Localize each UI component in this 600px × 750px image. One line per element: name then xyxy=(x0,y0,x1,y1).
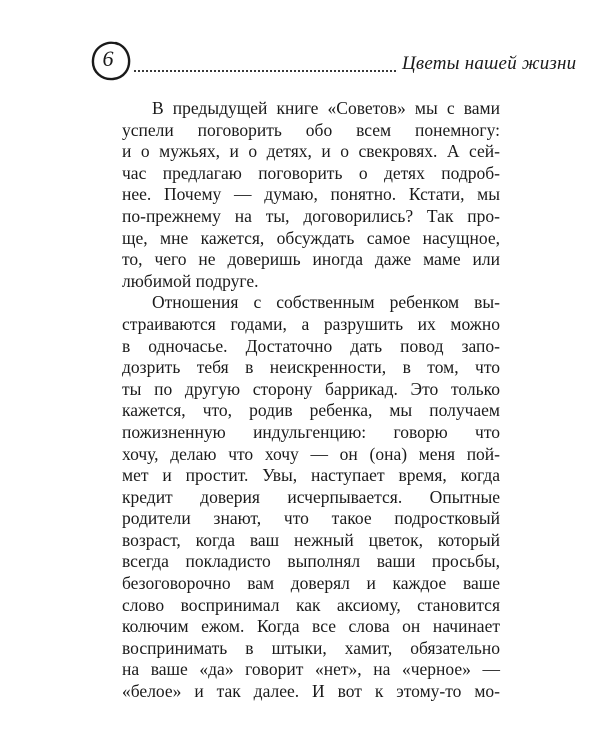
text-line: страиваются годами, а разрушить их можно xyxy=(122,313,500,334)
text-line: «белое» и так далее. И вот к этому-то мо- xyxy=(122,681,500,702)
text-line: мет и простит. Увы, наступает время, когда xyxy=(122,465,500,486)
text-line: возраст, когда ваш нежный цветок, который xyxy=(122,529,500,550)
text-line: час предлагаю поговорить о детях подроб- xyxy=(122,162,500,183)
paragraph xyxy=(90,98,500,292)
text-line: Отношения с собственным ребенком вы- xyxy=(152,292,500,313)
text-line: слово воспринимал как аксиому, становится xyxy=(122,594,500,615)
text-line: всегда покладисто выполнял ваши просьбы, xyxy=(122,551,500,572)
text-line: нее. Почему — думаю, понятно. Кстати, мы xyxy=(122,184,500,205)
text-line: В предыдущей книге «Советов» мы с вами xyxy=(152,98,500,118)
text-line: ще, мне кажется, обсуждать самое насущное, xyxy=(122,227,500,248)
text-line: хочу, делаю что хочу — он (она) меня пой- xyxy=(122,443,500,464)
body-text xyxy=(90,98,500,703)
text-line: на ваше «да» говорит «нет», на «черное» — xyxy=(122,659,500,680)
running-title: Цветы нашей жизни xyxy=(402,53,577,74)
text-line: любимой подруге. xyxy=(122,270,259,291)
text-line: по-прежнему на ты, договорились? Так про- xyxy=(122,205,500,226)
text-line: и о мужьях, и о детях, и о свекровях. А сей- xyxy=(122,141,500,162)
text-line: родители знают, что такое подростковый xyxy=(122,508,500,529)
text-line: кажется, что, родив ребенка, мы получаем xyxy=(122,400,500,421)
page-number-badge xyxy=(88,38,134,84)
text-line: пожизненную индульгенцию: говорю что xyxy=(122,421,500,442)
text-line: дозрить тебя в неискренности, в том, что xyxy=(122,357,500,378)
paragraph xyxy=(90,292,500,702)
text-line: кредит доверия исчерпывается. Опытные xyxy=(122,486,500,507)
text-line: успели поговорить обо всем понемногу: xyxy=(122,119,500,140)
text-line: ты по другую сторону баррикад. Это только xyxy=(122,378,500,399)
text-line: безоговорочно вам доверял и каждое ваше xyxy=(122,573,500,594)
text-line: то, чего не доверишь иногда даже маме или xyxy=(122,249,500,270)
running-header xyxy=(88,38,577,88)
text-line: воспринимать в штыки, хамит, обязательно xyxy=(122,637,500,658)
page-number: 6 xyxy=(102,46,114,71)
dotted-leader xyxy=(134,70,396,72)
text-line: в одночасье. Достаточно дать повод запо- xyxy=(122,335,500,356)
text-line: колючим ежом. Когда все слова он начинает xyxy=(122,616,500,637)
